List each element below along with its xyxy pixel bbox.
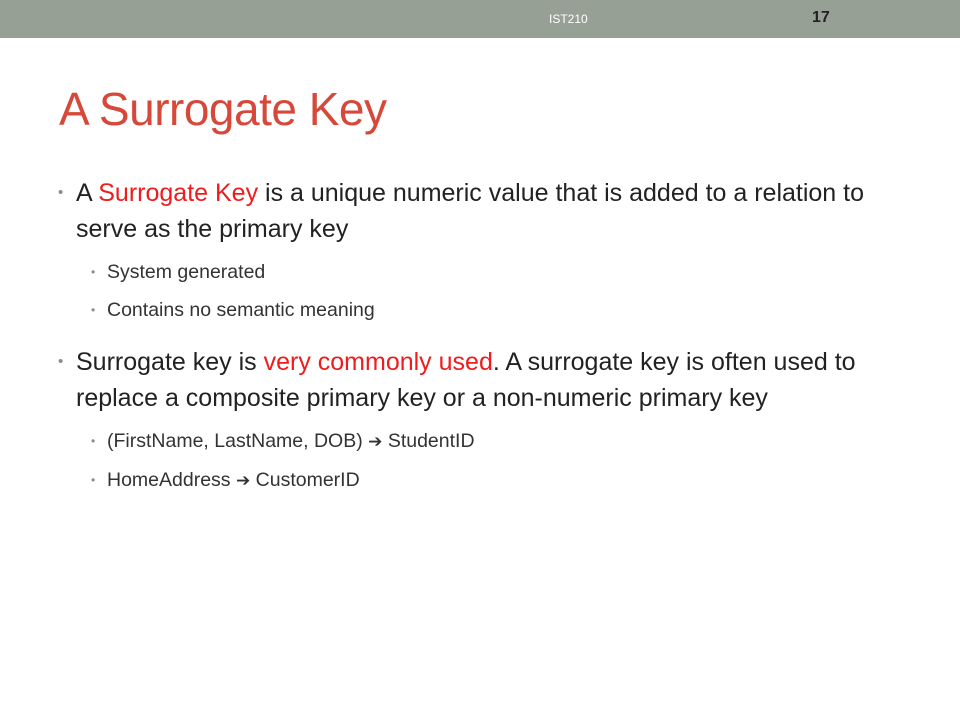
bullet-text: is a unique numeric value that is added to a relation to serve as the primary key — [76, 179, 865, 243]
sub-bullet-system-generated: • System generated — [57, 253, 897, 291]
highlight-text: Surrogate Key — [98, 179, 259, 207]
bullet-text: . A surrogate key is often used to replace a composite primary key or a non-numeric primary key — [76, 348, 856, 412]
slide-content — [57, 175, 897, 500]
slide-number: 17 — [812, 9, 830, 26]
highlight-text: very commonly used — [263, 348, 493, 376]
example-right: CustomerID — [255, 469, 360, 491]
example-left: (FirstName, LastName, DOB) — [107, 430, 363, 452]
bullet-text: A — [76, 179, 99, 207]
bullet-text: Surrogate key is — [76, 348, 264, 376]
sub-bullet-customer-example — [57, 461, 897, 500]
slide-title: A Surrogate Key — [59, 83, 387, 135]
bullet-commonly-used — [57, 344, 897, 416]
example-left: HomeAddress — [107, 469, 231, 491]
sub-bullet-no-semantic-meaning: • Contains no semantic meaning — [57, 291, 897, 329]
top-bar — [0, 0, 960, 38]
bullet-surrogate-key-definition — [57, 175, 897, 247]
arrow-right-icon: ➔ — [368, 432, 383, 452]
sub-bullet-student-example — [57, 422, 897, 461]
arrow-right-icon: ➔ — [235, 471, 251, 491]
example-right: StudentID — [387, 430, 475, 452]
footer-label: IST210 — [549, 12, 588, 26]
